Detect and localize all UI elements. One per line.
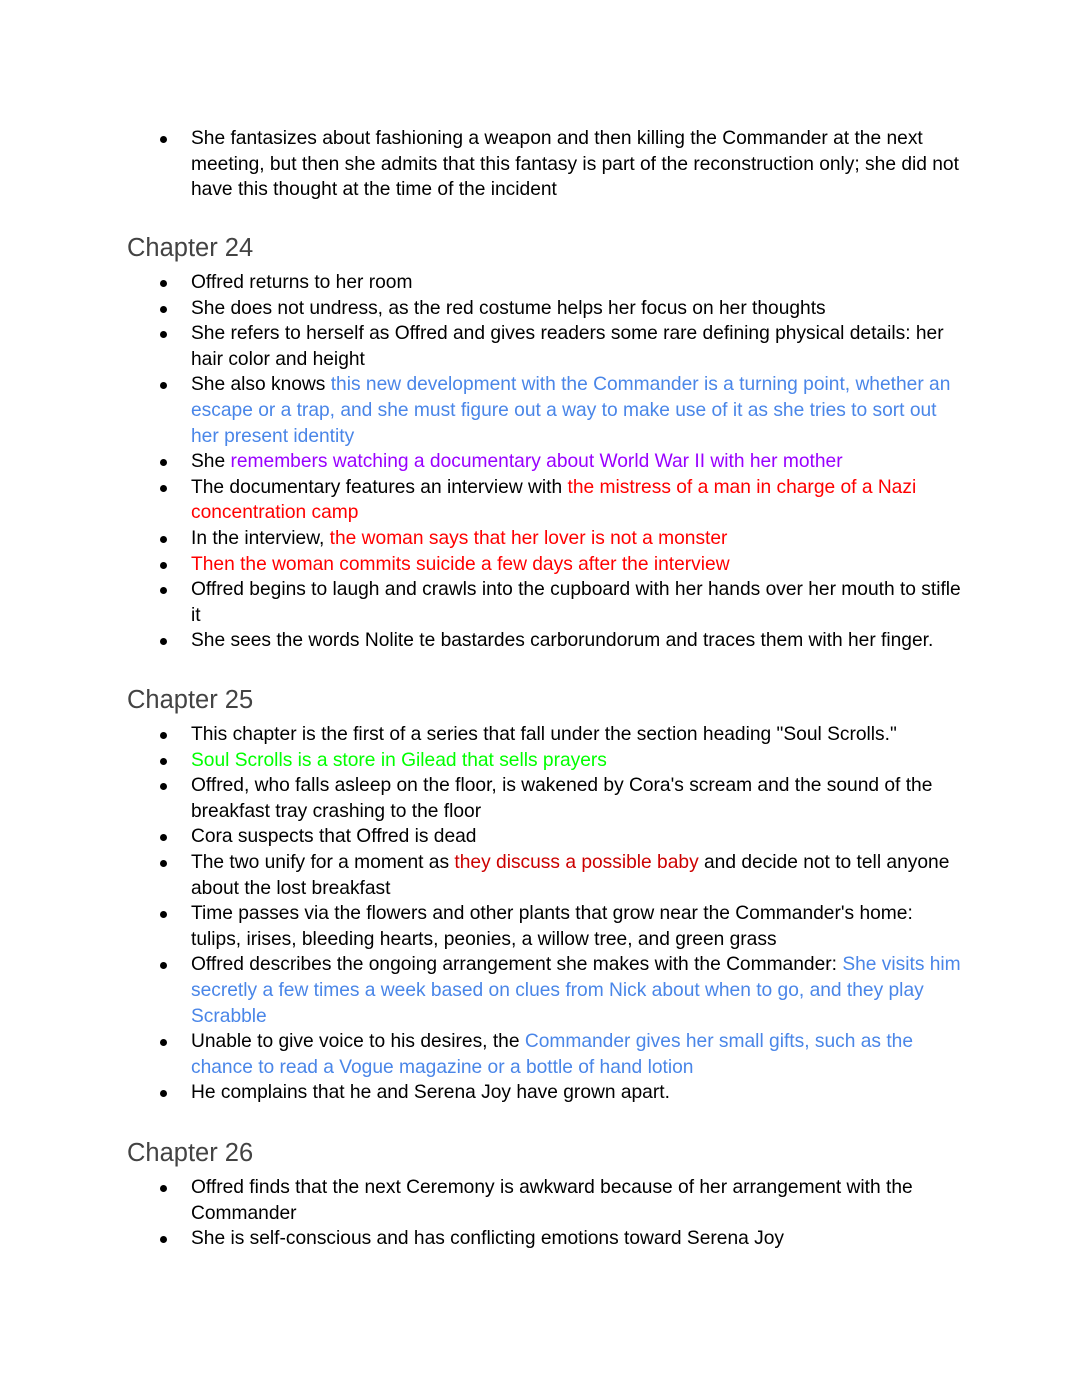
bullet-item (127, 850, 967, 901)
bullet-text: Offred describes the ongoing arrangement she makes with the Commander: (191, 954, 843, 976)
bullet-icon (160, 562, 167, 569)
bullet-text: She fantasizes about fashioning a weapon and then killing the Commander at the next meeting, but then she admits that this fantasy is part of the reconstruction only; she did not have this thought at the time of the incident (191, 128, 959, 201)
bullet-text: She sees the words Nolite te bastardes carborundorum and traces them with her finger. (191, 630, 934, 652)
intro-section (127, 126, 967, 203)
bullet-icon (160, 485, 167, 492)
bullet-icon (160, 1039, 167, 1046)
bullet-icon (160, 783, 167, 790)
bullet-item (127, 628, 967, 654)
bullet-icon (160, 1236, 167, 1243)
highlighted-text-red: Then the woman commits suicide a few days after the interview (191, 553, 730, 575)
bullet-item (127, 126, 967, 203)
bullet-icon (160, 834, 167, 841)
bullet-text: The two unify for a moment as (191, 851, 455, 873)
bullet-item (127, 952, 967, 1029)
bullet-icon (160, 1090, 167, 1097)
bullet-icon (160, 280, 167, 287)
bullet-text: Time passes via the flowers and other plants that grow near the Commander's home: tulips, irises, bleeding hearts, peonies, a willow tree, and green grass (191, 903, 913, 950)
bullet-text: Offred, who falls asleep on the floor, is wakened by Cora's scream and the sound of the breakfast tray crashing to the floor (191, 775, 933, 822)
bullet-item (127, 372, 967, 449)
intro-bullet-list (127, 126, 967, 203)
chapter-25-section (127, 685, 967, 1106)
chapter-26-bullet-list (127, 1175, 967, 1252)
chapter-24-bullet-list (127, 270, 967, 654)
chapter-heading: Chapter 26 (127, 1139, 254, 1167)
bullet-item (127, 748, 967, 774)
bullet-item (127, 270, 967, 296)
bullet-icon (160, 587, 167, 594)
highlighted-text-red: the woman says that her lover is not a monster (329, 527, 728, 549)
bullet-icon (160, 911, 167, 918)
bullet-icon (160, 136, 167, 143)
bullet-text: He complains that he and Serena Joy have grown apart. (191, 1082, 670, 1104)
bullet-item (127, 1029, 967, 1080)
bullet-icon (160, 962, 167, 969)
bullet-item (127, 475, 967, 526)
bullet-icon (160, 306, 167, 313)
bullet-icon (160, 382, 167, 389)
bullet-text: She does not undress, as the red costume helps her focus on her thoughts (191, 297, 826, 319)
bullet-icon (160, 732, 167, 739)
bullet-icon (160, 758, 167, 765)
chapter-heading: Chapter 25 (127, 686, 254, 714)
bullet-item (127, 526, 967, 552)
chapter-24-section (127, 233, 967, 654)
bullet-icon (160, 331, 167, 338)
bullet-item (127, 577, 967, 628)
bullet-item (127, 901, 967, 952)
chapter-25-bullet-list (127, 722, 967, 1106)
bullet-icon (160, 860, 167, 867)
chapter-heading: Chapter 24 (127, 234, 254, 262)
bullet-text: This chapter is the first of a series that fall under the section heading "Soul Scrolls." (191, 724, 897, 745)
bullet-item (127, 552, 967, 578)
bullet-icon (160, 536, 167, 543)
bullet-item (127, 449, 967, 475)
bullet-text: In the interview, (191, 527, 330, 549)
bullet-icon (160, 638, 167, 645)
bullet-icon (160, 1185, 167, 1192)
bullet-text: Cora suspects that Offred is dead (191, 826, 477, 848)
highlighted-text-blue: She visits him secretly a few times a week based on clues from Nick about when to go, and they play Scrabble (191, 954, 961, 1027)
highlighted-text-blue: this new development with the Commander is a turning point, whether an escape or a trap, and she must figure out a way to make use of it as she tries to sort out her present identity (191, 374, 951, 447)
bullet-item (127, 722, 967, 748)
bullet-item (127, 824, 967, 850)
bullet-text: She (191, 451, 231, 473)
bullet-text: and decide not to tell anyone about the lost breakfast (191, 851, 950, 899)
chapter-26-section (127, 1138, 967, 1252)
bullet-text: She also knows (191, 374, 331, 396)
bullet-text: Unable to give voice to his desires, the (191, 1031, 525, 1053)
bullet-text: The documentary features an interview with (191, 476, 568, 498)
highlighted-text-green: Soul Scrolls is a store in Gilead that sells prayers (191, 749, 607, 771)
highlighted-text-red: the mistress of a man in charge of a Nazi concentration camp (191, 476, 917, 524)
bullet-item (127, 296, 967, 322)
highlighted-text-blue: Commander gives her small gifts, such as the chance to read a Vogue magazine or a bottle of hand lotion (191, 1031, 914, 1078)
bullet-item (127, 773, 967, 824)
bullet-text: Offred begins to laugh and crawls into the cupboard with her hands over her mouth to stifle it (191, 579, 961, 626)
bullet-item (127, 1175, 967, 1226)
bullet-text: Offred finds that the next Ceremony is awkward because of her arrangement with the Commander (191, 1177, 913, 1224)
bullet-text: She is self-conscious and has conflicting emotions toward Serena Joy (191, 1228, 784, 1250)
bullet-icon (160, 459, 167, 466)
highlighted-text-purple: remembers watching a documentary about World War II with her mother (230, 451, 843, 473)
bullet-item (127, 1226, 967, 1252)
bullet-item (127, 321, 967, 372)
highlighted-text-dark-red: they discuss a possible baby (454, 851, 699, 873)
bullet-item (127, 1080, 967, 1106)
bullet-text: She refers to herself as Offred and gives readers some rare defining physical details: her hair color and height (191, 323, 944, 370)
bullet-text: Offred returns to her room (191, 272, 413, 293)
